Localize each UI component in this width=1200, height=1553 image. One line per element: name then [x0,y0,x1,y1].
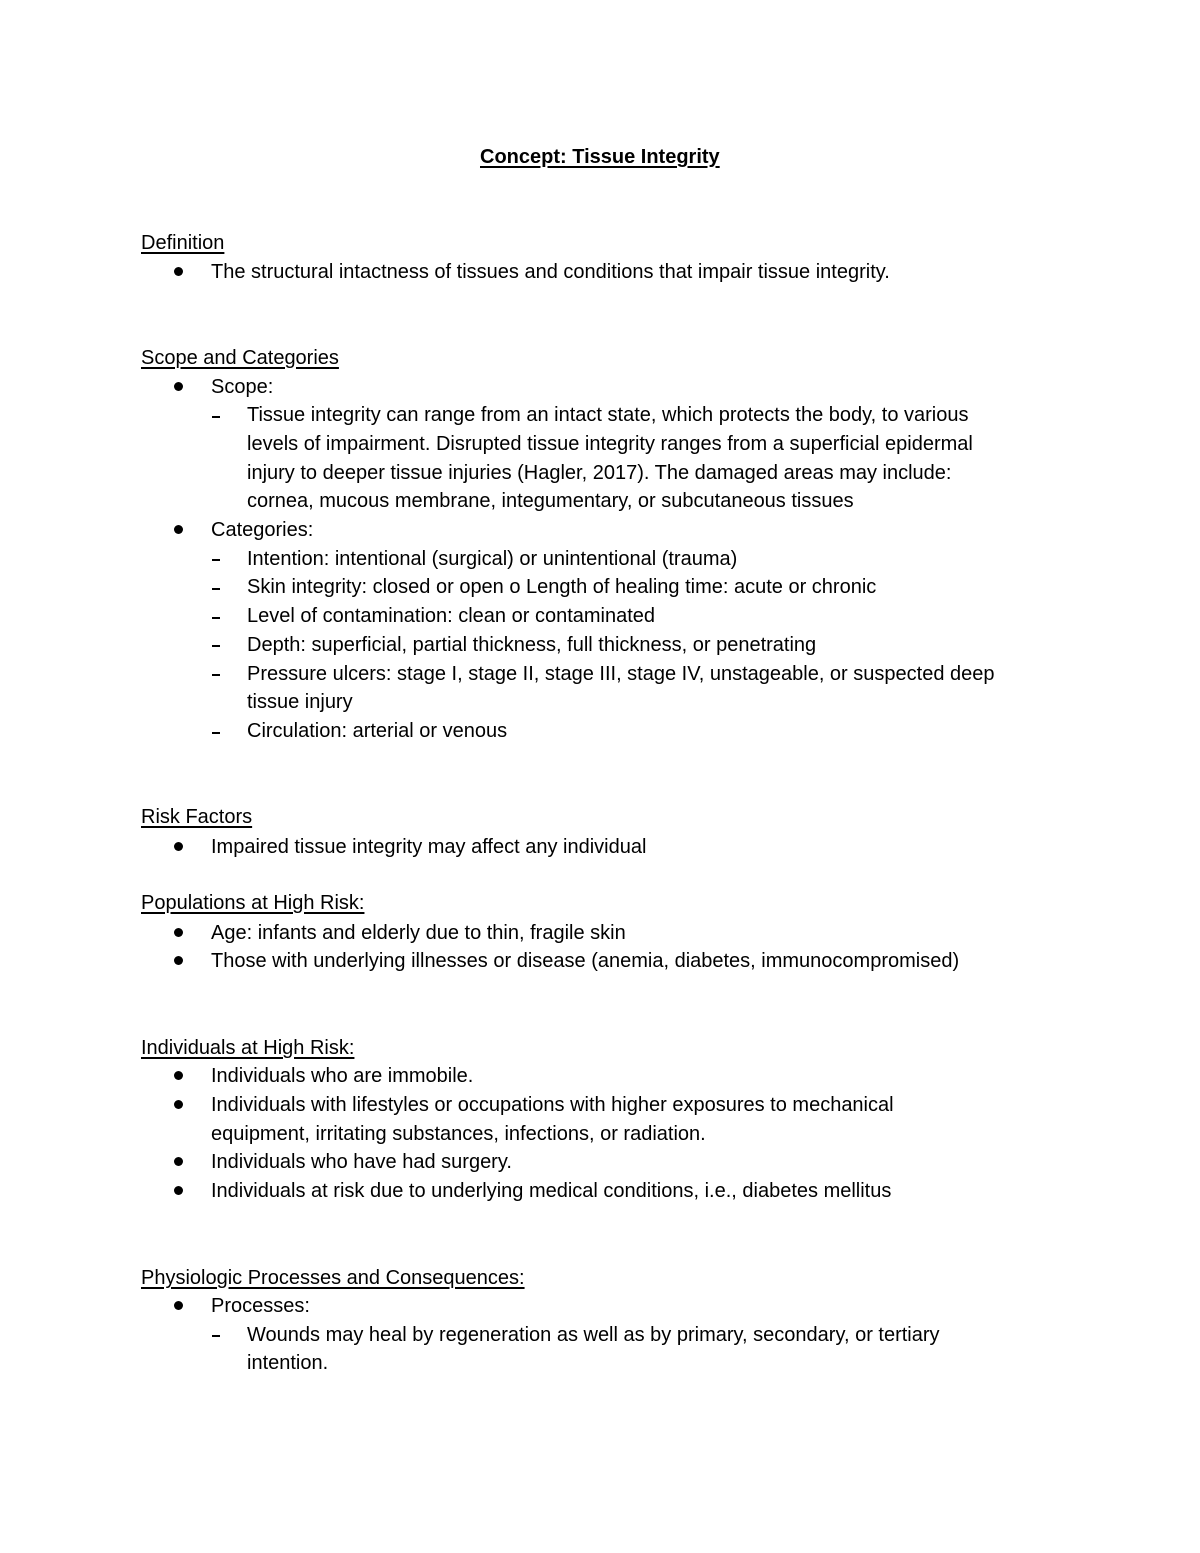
dash-icon [212,732,220,734]
populations-heading: Populations at High Risk: [141,892,365,914]
scope-line: Tissue integrity can range from an intact state, which protects the body, to various [247,404,969,426]
category-item: Intention: intentional (surgical) or unintentional (trauma) [247,548,738,570]
scope-label: Scope: [211,376,274,398]
process-line: Wounds may heal by regeneration as well as by primary, secondary, or tertiary [247,1324,940,1346]
bullet-icon [174,1157,183,1166]
bullet-icon [174,525,183,534]
individual-item: Individuals who have had surgery. [211,1151,512,1173]
dash-icon [212,559,220,561]
bullet-icon [174,842,183,851]
dash-icon [212,645,220,647]
bullet-icon [174,1186,183,1195]
dash-icon [212,416,220,418]
individuals-heading: Individuals at High Risk: [141,1037,355,1059]
scope-line: injury to deeper tissue injuries (Hagler, 2017). The damaged areas may include: [247,462,952,484]
bullet-icon [174,956,183,965]
categories-label: Categories: [211,519,314,541]
process-line: intention. [247,1352,329,1374]
category-item: Pressure ulcers: stage I, stage II, stage III, stage IV, unstageable, or suspected deep [247,663,995,685]
individual-item: Individuals at risk due to underlying medical conditions, i.e., diabetes mellitus [211,1180,892,1202]
category-item: Circulation: arterial or venous [247,720,508,742]
physiologic-heading: Physiologic Processes and Consequences: [141,1267,525,1289]
bullet-icon [174,1071,183,1080]
individual-item: Individuals who are immobile. [211,1065,474,1087]
document-title: Concept: Tissue Integrity [480,146,720,168]
risk-item: Impaired tissue integrity may affect any individual [211,836,647,858]
category-item: Skin integrity: closed or open o Length of healing time: acute or chronic [247,576,877,598]
dash-icon [212,674,220,676]
bullet-icon [174,267,183,276]
processes-label: Processes: [211,1295,310,1317]
scope-line: cornea, mucous membrane, integumentary, or subcutaneous tissues [247,490,854,512]
dash-icon [212,588,220,590]
population-item: Those with underlying illnesses or disease (anemia, diabetes, immunocompromised) [211,950,960,972]
scope-line: levels of impairment. Disrupted tissue integrity ranges from a superficial epidermal [247,433,973,455]
definition-item: The structural intactness of tissues and conditions that impair tissue integrity. [211,261,890,283]
individual-item: equipment, irritating substances, infections, or radiation. [211,1123,706,1145]
bullet-icon [174,928,183,937]
category-item: tissue injury [247,691,353,713]
bullet-icon [174,1100,183,1109]
category-item: Level of contamination: clean or contaminated [247,605,656,627]
category-item: Depth: superficial, partial thickness, full thickness, or penetrating [247,634,817,656]
definition-heading: Definition [141,232,225,254]
dash-icon [212,1335,220,1337]
bullet-icon [174,382,183,391]
scope-heading: Scope and Categories [141,347,339,369]
risk-heading: Risk Factors [141,806,253,828]
population-item: Age: infants and elderly due to thin, fragile skin [211,922,626,944]
bullet-icon [174,1301,183,1310]
dash-icon [212,617,220,619]
individual-item: Individuals with lifestyles or occupations with higher exposures to mechanical [211,1094,894,1116]
